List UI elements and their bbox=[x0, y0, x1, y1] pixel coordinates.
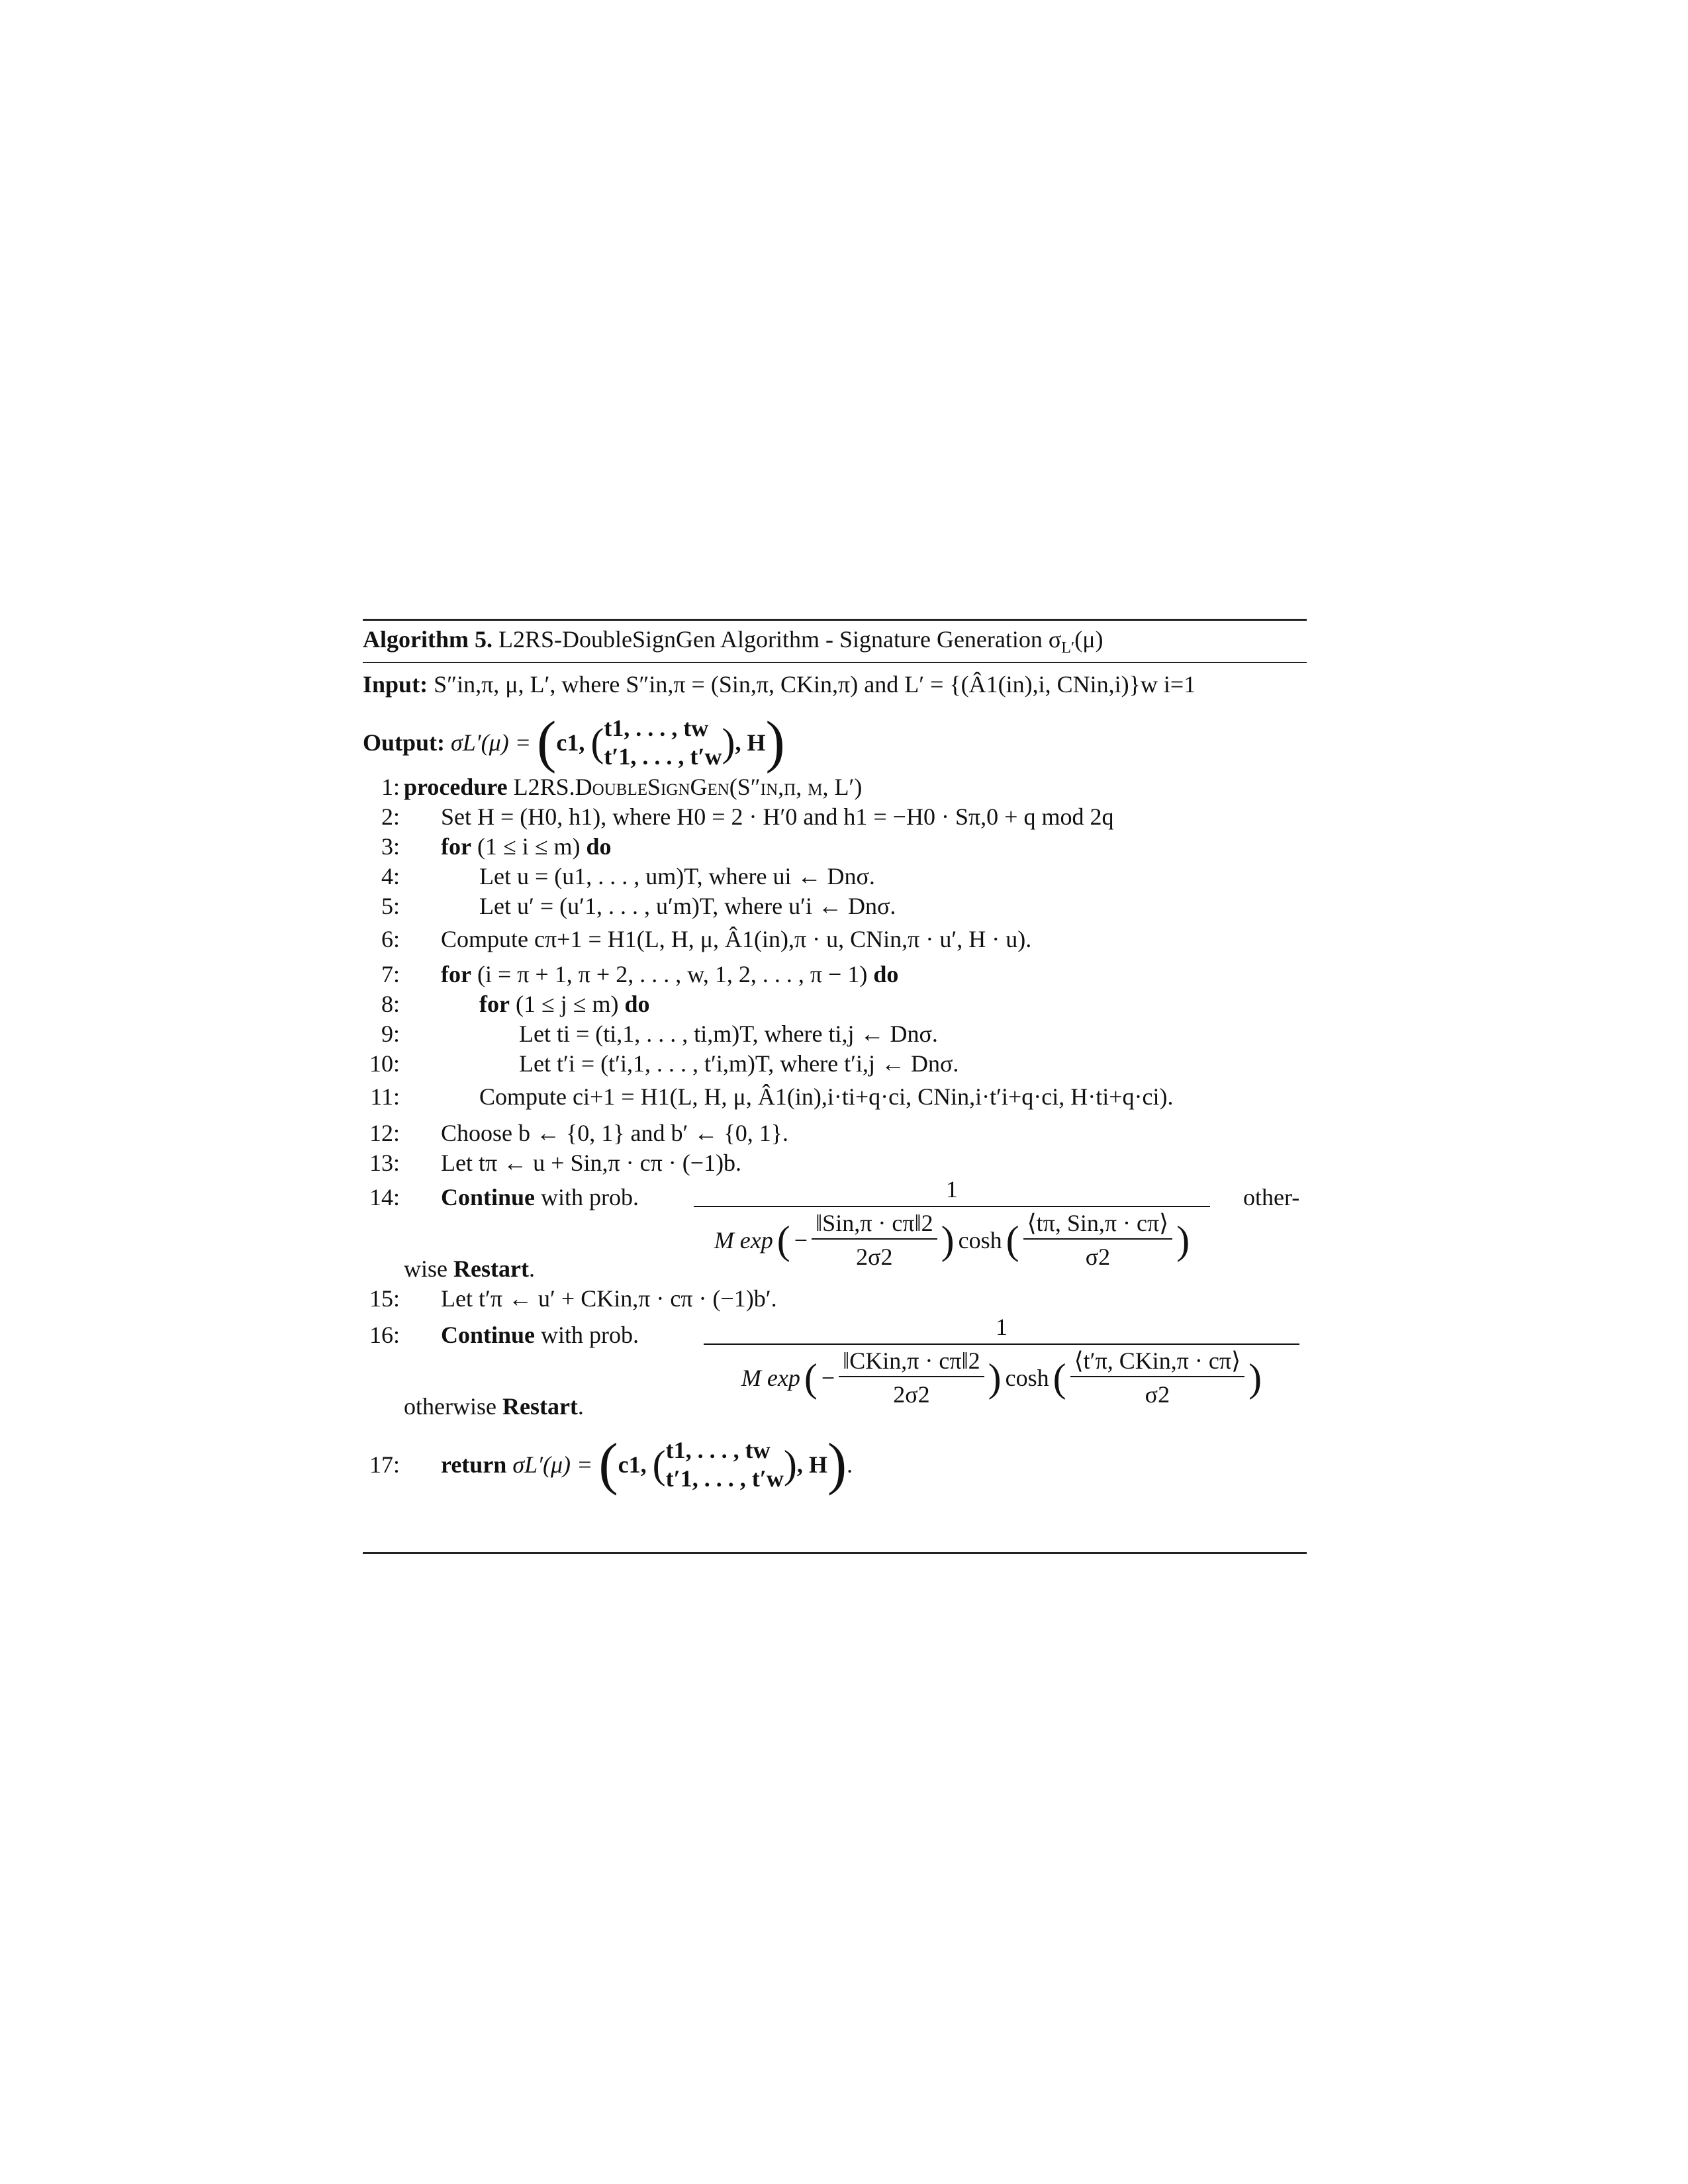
caption-title: L2RS-DoubleSignGen Algorithm - Signature Generation σ bbox=[498, 626, 1062, 653]
cosh-numerator: ⟨tπ, Sin,π · cπ⟩ bbox=[1027, 1210, 1169, 1236]
return-vector-stack bbox=[666, 1436, 784, 1493]
line-text: Set H = (H0, h1), where H0 = 2 · H′0 and h1 = −H0 · Sπ,0 + q mod 2q bbox=[441, 803, 1114, 830]
exp-label: M exp bbox=[741, 1364, 800, 1391]
line-text: Let t′i = (t′i,1, . . . , t′i,m)T, where t′i,j ← Dnσ. bbox=[519, 1050, 959, 1077]
line-number: 16: bbox=[369, 1322, 400, 1348]
exp-denominator: 2σ2 bbox=[893, 1381, 930, 1408]
line-number: 5: bbox=[381, 893, 400, 919]
algorithm-caption bbox=[363, 621, 1307, 658]
paren-close: ) bbox=[1176, 1218, 1190, 1262]
keyword: Restart bbox=[453, 1255, 529, 1282]
line-17 bbox=[363, 1425, 1307, 1504]
output-inner-paren-open: ( bbox=[590, 721, 604, 764]
line-body: return σL′(μ) = ( c1, ( t1, . . . , tw t′1, . . . , t′w ) , H ) . bbox=[441, 1432, 853, 1496]
fraction-denominator bbox=[704, 1346, 1299, 1410]
line-text: Compute cπ+1 = H1(L, H, μ, Â1(in),π · u, CNin,π · u′, H · u). bbox=[441, 926, 1032, 952]
input-label: Input: bbox=[363, 671, 428, 698]
line-text: otherwise bbox=[404, 1393, 496, 1420]
line-body bbox=[441, 1183, 639, 1212]
line-number: 6: bbox=[381, 926, 400, 952]
paren-open: ( bbox=[1006, 1218, 1019, 1262]
output-paren-close: ) bbox=[765, 709, 785, 774]
keyword: return bbox=[441, 1451, 507, 1478]
keyword: Continue bbox=[441, 1184, 536, 1210]
keyword: do bbox=[624, 991, 650, 1017]
output-vector-row2: t′1, . . . , t′w bbox=[604, 743, 722, 770]
keyword: Continue bbox=[441, 1322, 536, 1348]
line-text: L2RS.DoubleSignGen(S″in,π, μ, L′) bbox=[513, 774, 863, 800]
cosh-numerator: ⟨t′π, CKin,π · cπ⟩ bbox=[1074, 1347, 1241, 1374]
cosh-label: cosh bbox=[1005, 1364, 1049, 1391]
line-number: 15: bbox=[369, 1285, 400, 1312]
exp-fraction bbox=[812, 1208, 937, 1272]
line-body bbox=[479, 989, 650, 1019]
minus-sign: − bbox=[821, 1364, 835, 1391]
line-body bbox=[404, 772, 862, 802]
prob-fraction-16 bbox=[704, 1312, 1299, 1410]
fraction-numerator: 1 bbox=[946, 1176, 958, 1203]
fraction-bar bbox=[704, 1343, 1299, 1345]
cosh-fraction bbox=[1023, 1208, 1173, 1272]
line-text: Compute ci+1 = H1(L, H, μ, Â1(in),i·ti+q·ci, CNin,i·t′i+q·ci, H·ti+q·ci). bbox=[479, 1083, 1174, 1110]
fraction-bar bbox=[694, 1206, 1210, 1207]
caption-mu: (μ) bbox=[1074, 626, 1103, 653]
paren-close: ) bbox=[827, 1432, 847, 1496]
line-number: 2: bbox=[381, 803, 400, 830]
inner-paren-close: ) bbox=[783, 1443, 797, 1486]
input-line bbox=[363, 670, 1307, 700]
fraction-numerator: 1 bbox=[996, 1314, 1008, 1340]
output-paren-open: ( bbox=[537, 709, 557, 774]
cosh-denominator: σ2 bbox=[1085, 1244, 1111, 1270]
line-text: Let u′ = (u′1, . . . , u′m)T, where u′i ← Dnσ. bbox=[479, 893, 896, 919]
line-body bbox=[441, 1320, 639, 1350]
paren-close: ) bbox=[988, 1356, 1002, 1400]
line-text: (1 ≤ j ≤ m) bbox=[515, 991, 619, 1017]
line-number: 7: bbox=[381, 961, 400, 987]
caption-rule bbox=[363, 662, 1307, 663]
line-number: 14: bbox=[369, 1184, 400, 1210]
paren-open: ( bbox=[598, 1432, 618, 1496]
paren-open: ( bbox=[776, 1218, 790, 1262]
output-vector-row1: t1, . . . , tw bbox=[604, 714, 709, 741]
output-vector-stack bbox=[604, 714, 722, 771]
cosh-fraction bbox=[1070, 1346, 1244, 1410]
minus-sign: − bbox=[794, 1226, 808, 1253]
line-text: Let u = (u1, . . . , um)T, where ui ← Dnσ. bbox=[479, 863, 875, 889]
exp-label: M exp bbox=[714, 1226, 773, 1253]
line-number: 11: bbox=[370, 1083, 400, 1110]
return-vector-row2: t′1, . . . , t′w bbox=[665, 1465, 784, 1492]
line-number: 17: bbox=[369, 1451, 400, 1478]
return-c1: c1, bbox=[618, 1451, 647, 1478]
line-text: σL′(μ) = bbox=[512, 1451, 593, 1478]
keyword: for bbox=[479, 991, 510, 1017]
prob-fraction-14 bbox=[694, 1175, 1210, 1272]
line-text: wise bbox=[404, 1255, 447, 1282]
output-c1: c1, bbox=[556, 729, 585, 756]
line-number: 12: bbox=[369, 1120, 400, 1146]
keyword: for bbox=[441, 833, 471, 860]
keyword: for bbox=[441, 961, 471, 987]
line-body bbox=[441, 960, 898, 989]
output-line bbox=[363, 702, 1307, 783]
line-text: with prob. bbox=[541, 1322, 639, 1348]
exp-numerator: ‖Sin,π · cπ‖2 bbox=[816, 1210, 933, 1236]
cosh-denominator: σ2 bbox=[1145, 1381, 1170, 1408]
caption-label: Algorithm 5. bbox=[363, 626, 492, 653]
inner-paren-open: ( bbox=[652, 1443, 666, 1486]
line-body: otherwise Restart. bbox=[404, 1393, 584, 1420]
paren-open: ( bbox=[1053, 1356, 1066, 1400]
line-body bbox=[441, 832, 612, 862]
bottom-rule bbox=[363, 1552, 1307, 1554]
output-inner-paren-close: ) bbox=[722, 721, 735, 764]
paren-open: ( bbox=[804, 1356, 818, 1400]
output-text: σL′(μ) = bbox=[451, 729, 532, 756]
line-text: (i = π + 1, π + 2, . . . , w, 1, 2, . . . , π − 1) bbox=[477, 961, 868, 987]
line-text: with prob. bbox=[541, 1184, 639, 1210]
line-text: Let ti = (ti,1, . . . , ti,m)T, where ti,j ← Dnσ. bbox=[519, 1021, 938, 1047]
fraction-denominator bbox=[694, 1208, 1210, 1272]
line-number: 8: bbox=[381, 991, 400, 1017]
exp-numerator: ‖CKin,π · cπ‖2 bbox=[843, 1347, 980, 1374]
return-vector-row1: t1, . . . , tw bbox=[665, 1436, 771, 1463]
line-number: 13: bbox=[369, 1150, 400, 1176]
exp-denominator: 2σ2 bbox=[856, 1244, 893, 1270]
line-number: 3: bbox=[381, 833, 400, 860]
cosh-label: cosh bbox=[958, 1226, 1002, 1253]
keyword: procedure bbox=[404, 774, 508, 800]
paren-close: ) bbox=[1248, 1356, 1262, 1400]
input-text: S″in,π, μ, L′, where S″in,π = (Sin,π, CKin,π) and L′ = {(Â1(in),i, CNin,i)}w i=1 bbox=[434, 671, 1196, 698]
line-body: wise Restart. bbox=[404, 1255, 535, 1282]
caption-sigma-sub: L′ bbox=[1061, 639, 1075, 657]
keyword: Restart bbox=[502, 1393, 578, 1420]
line-number: 9: bbox=[381, 1021, 400, 1047]
line-number: 4: bbox=[381, 863, 400, 889]
line-14-tail: other- bbox=[1243, 1184, 1300, 1210]
return-H: , H bbox=[796, 1451, 827, 1478]
line-number: 1: bbox=[381, 774, 400, 800]
output-label: Output: bbox=[363, 729, 445, 756]
line-text: (1 ≤ i ≤ m) bbox=[477, 833, 581, 860]
keyword: do bbox=[586, 833, 612, 860]
keyword: do bbox=[873, 961, 899, 987]
line-text: Let t′π ← u′ + CKin,π · cπ · (−1)b′. bbox=[441, 1285, 777, 1312]
line-text: Choose b ← {0, 1} and b′ ← {0, 1}. bbox=[441, 1120, 788, 1146]
line-text: Let tπ ← u + Sin,π · cπ · (−1)b. bbox=[441, 1150, 742, 1176]
line-number: 10: bbox=[369, 1050, 400, 1077]
output-H: , H bbox=[735, 729, 766, 756]
paren-close: ) bbox=[941, 1218, 955, 1262]
exp-fraction bbox=[839, 1346, 984, 1410]
